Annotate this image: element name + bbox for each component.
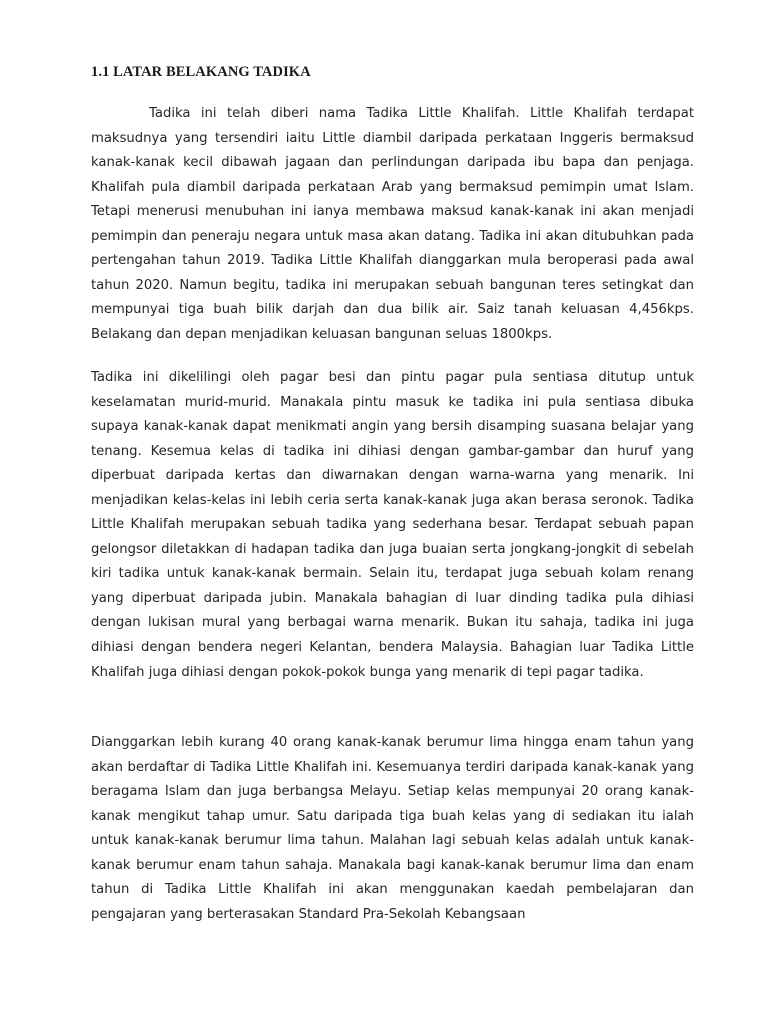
paragraph-2: Tadika ini dikelilingi oleh pagar besi dan pintu pagar pula sentiasa ditutup untuk keselamatan murid-murid. Manakala pintu masuk ke tadika ini pula sentiasa dibuka supaya kanak-kanak dapat menikmati angin yang bersih disamping suasana belajar yang tenang. Kesemua kelas di tadika ini dihiasi dengan gambar-gambar dan huruf yang diperbuat daripada kertas dan diwarnakan dengan warna-warna yang menarik. Ini menjadikan kelas-kelas ini lebih ceria serta kanak-kanak juga akan berasa seronok. Tadika Little Khalifah merupakan sebuah tadika yang sederhana besar. Terdapat sebuah papan gelongsor diletakkan di hadapan tadika dan juga buaian serta jongkang-jongkit di sebelah kiri tadika untuk kanak-kanak bermain. Selain itu, terdapat juga sebuah kolam renang yang diperbuat daripada jubin. Manakala bahagian di luar dinding tadika pula dihiasi dengan lukisan mural yang berbagai warna menarik. Bukan itu sahaja, tadika ini juga dihiasi dengan bendera negeri Kelantan, bendera Malaysia. Bahagian luar Tadika Little Khalifah juga dihiasi dengan pokok-pokok bunga yang menarik di tepi pagar tadika. xyxy=(91,370,694,680)
paragraph-1: Tadika ini telah diberi nama Tadika Little Khalifah. Little Khalifah terdapat maksudnya yang tersendiri iaitu Little diambil daripada perkataan Inggeris bermaksud kanak-kanak kecil dibawah jagaan dan perlindungan daripada ibu bapa dan penjaga. Khalifah pula diambil daripada perkataan Arab yang bermaksud pemimpin umat Islam. Tetapi menerusi menubuhan ini ianya membawa maksud kanak-kanak ini akan menjadi pemimpin dan peneraju negara untuk masa akan datang. Tadika ini akan ditubuhkan pada pertengahan tahun 2019. Tadika Little Khalifah dianggarkan mula beroperasi pada awal tahun 2020. Namun begitu, tadika ini merupakan sebuah bangunan teres setingkat dan mempunyai tiga buah bilik darjah dan dua bilik air. Saiz tanah keluasan 4,456kps. Belakang dan depan menjadikan keluasan bangunan seluas 1800kps. xyxy=(91,106,694,342)
paragraph-3: Dianggarkan lebih kurang 40 orang kanak-kanak berumur lima hingga enam tahun yang akan berdaftar di Tadika Little Khalifah ini. Kesemuanya terdiri daripada kanak-kanak yang beragama Islam dan juga berbangsa Melayu. Setiap kelas mempunyai 20 orang kanak-kanak mengikut tahap umur. Satu daripada tiga buah kelas yang di sediakan itu ialah untuk kanak-kanak berumur lima tahun. Malahan lagi sebuah kelas adalah untuk kanak-kanak berumur enam tahun sahaja. Manakala bagi kanak-kanak berumur lima dan enam tahun di Tadika Little Khalifah ini akan menggunakan kaedah pembelajaran dan pengajaran yang berterasakan Standard Pra-Sekolah Kebangsaan xyxy=(91,735,694,922)
section-heading: 1.1 LATAR BELAKANG TADIKA xyxy=(91,64,311,80)
